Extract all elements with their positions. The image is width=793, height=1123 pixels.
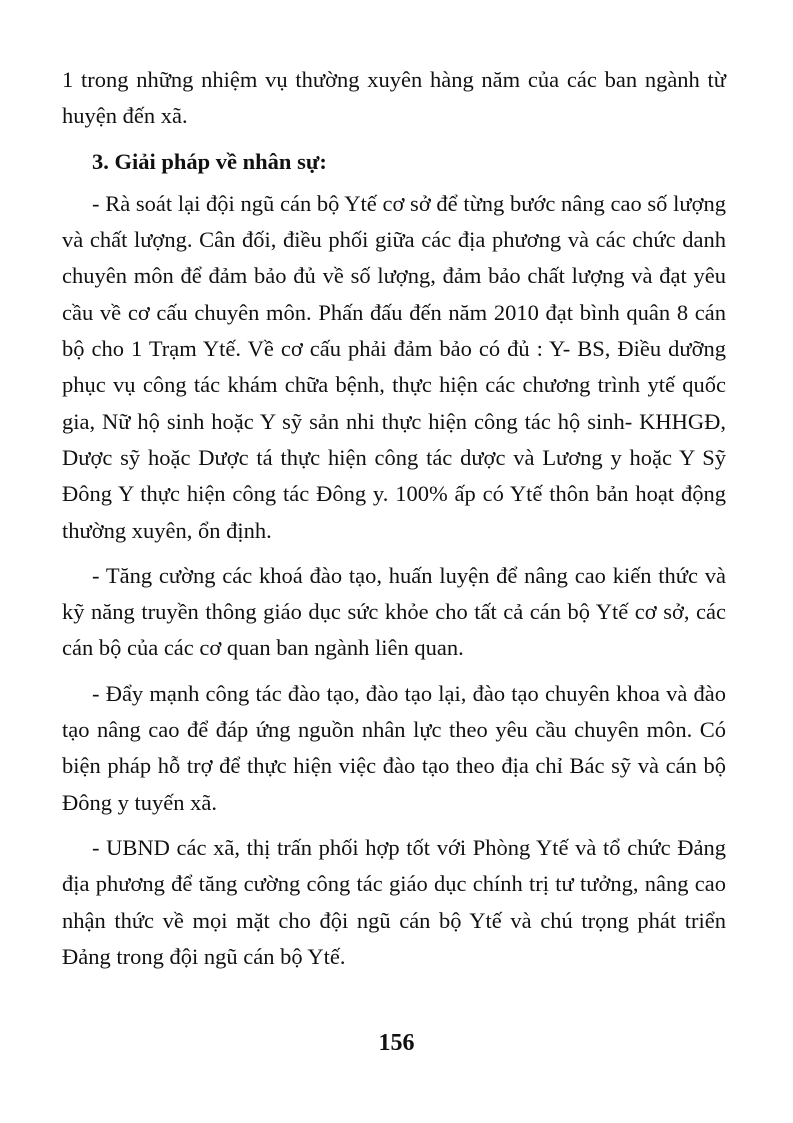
page-body xyxy=(62,62,726,984)
paragraph-specialist-training: - Đẩy mạnh công tác đào tạo, đào tạo lại, đào tạo chuyên khoa và đào tạo nâng cao để đáp ứng nguồn nhân lực theo yêu cầu chuyên môn. Có biện pháp hỗ trợ để thực hiện việc đào tạo theo địa chỉ Bác sỹ và cán bộ Đông y tuyến xã. xyxy=(62,680,726,815)
opening-paragraph: 1 trong những nhiệm vụ thường xuyên hàng năm của các ban ngành từ huyện đến xã. xyxy=(62,67,726,129)
section-heading: 3. Giải pháp về nhân sự: xyxy=(92,148,327,174)
page-number: 156 xyxy=(378,1030,415,1056)
paragraph-staff-review: - Rà soát lại đội ngũ cán bộ Ytế cơ sở để từng bước nâng cao số lượng và chất lượng. Cân đối, điều phối giữa các địa phương và các chức danh chuyên môn để đảm bảo đủ về số lượng, đảm bảo chất lượng và đạt yêu cầu về cơ cấu chuyên môn. Phấn đấu đến năm 2010 đạt bình quân 8 cán bộ cho 1 Trạm Ytế. Về cơ cấu phải đảm bảo có đủ : Y- BS, Điều dưỡng phục vụ công tác khám chữa bệnh, thực hiện các chương trình ytế quốc gia, Nữ hộ sinh hoặc Y sỹ sản nhi thực hiện công tác hộ sinh- KHHGĐ, Dược sỹ hoặc Dược tá thực hiện công tác dược và Lương y hoặc Y Sỹ Đông Y thực hiện công tác Đông y. 100% ấp có Ytế thôn bản hoạt động thường xuyên, ổn định. xyxy=(62,190,726,543)
paragraph-political-education: - UBND các xã, thị trấn phối hợp tốt với Phòng Ytế và tổ chức Đảng địa phương để tăng cường công tác giáo dục chính trị tư tưởng, nâng cao nhận thức về mọi mặt cho đội ngũ cán bộ Ytế và chú trọng phát triển Đảng trong đội ngũ cán bộ Ytế. xyxy=(62,834,726,969)
paragraph-training-courses: - Tăng cường các khoá đào tạo, huấn luyện để nâng cao kiến thức và kỹ năng truyền thông giáo dục sức khỏe cho tất cả cán bộ Ytế cơ sở, các cán bộ của các cơ quan ban ngành liên quan. xyxy=(62,562,726,661)
